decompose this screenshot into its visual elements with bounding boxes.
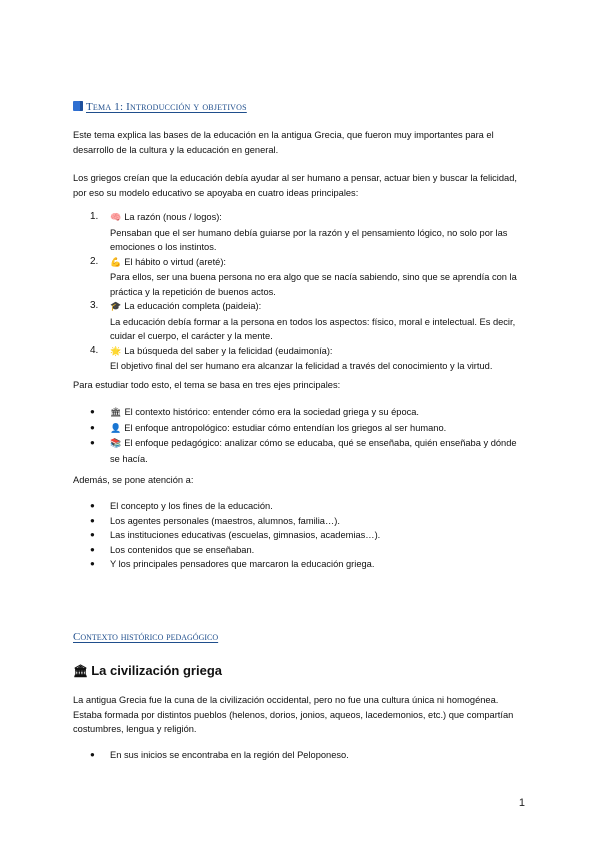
idea-description: La educación debía formar a la persona en todos los aspectos: físico, moral e intelectual. Es decir, cuidar el cuerpo, el carácter y la mente. [110,316,516,341]
ideas-list [90,210,520,374]
bullet-icon: ● [90,544,95,554]
section-heading-text: Tema 1: Introducción y objetivos [86,101,247,113]
brain-icon: 🧠 [110,213,122,223]
book-icon [73,101,83,111]
list-item [90,255,520,300]
list-item [90,543,520,558]
page-number: 1 [518,797,525,809]
idea-title: La búsqueda del saber y la felicidad (eudaimonía): [124,345,333,356]
list-item [90,528,520,543]
list-item [90,748,520,763]
intro-paragraph: Este tema explica las bases de la educación en la antigua Grecia, que fueron muy importantes para el desarrollo de la cultura y la educación en general. [73,130,494,155]
ideas-intro-paragraph: Los griegos creían que la educación debía ayudar al ser humano a pensar, actuar bien y buscar la felicidad, por eso su modelo educativo se apoyaba en cuatro ideas principales: [73,173,517,198]
list-item [90,421,520,437]
axis-text: El enfoque pedagógico: analizar cómo se educaba, qué se enseñaba, quién enseñaba y dónde se hacía. [110,438,517,464]
axis-text: El contexto histórico: entender cómo era la sociedad griega y su época. [124,407,420,417]
bullet-icon: ● [90,407,95,416]
attention-intro-paragraph: Además, se pone atención a: [73,475,194,485]
idea-title: La razón (nous / logos): [124,212,222,222]
list-number: 4. [90,344,99,356]
list-item [90,405,520,421]
bullet-icon: ● [90,501,95,510]
bullet-icon: ● [90,559,95,568]
idea-title: El hábito o virtud (areté): [124,256,227,267]
person-icon: 👤 [110,423,122,434]
classical-building-icon: 🏛 [73,664,89,678]
civilization-paragraph: La antigua Grecia fue la cuna de la civilización occidental, pero no fue una cultura única ni homogénea. Estaba formada por distintos pueblos (helenos, dorios, jonios, aqueos, lacedemonios, etc.) que compartían costumbres, lengua y religión. [73,695,514,734]
bullet-icon: ● [90,422,95,432]
axes-list [90,405,520,466]
list-item [90,436,520,466]
list-number: 2. [90,255,99,267]
attention-text: Los agentes personales (maestros, alumnos, familia…). [110,515,340,526]
list-number: 3. [90,300,99,311]
subsection-heading [73,663,222,678]
attention-text: Los contenidos que se enseñaban. [110,544,255,555]
list-item [90,344,520,374]
bullet-icon: ● [90,438,95,447]
idea-description: Para ellos, ser una buena persona no era algo que se nacía sabiendo, sino que se aprendía con la práctica y la repetición de buenos actos. [110,272,517,297]
idea-description: El objetivo final del ser humano era alcanzar la felicidad a través del conocimiento y la virtud. [110,361,493,371]
flexed-arm-icon: 💪 [110,257,122,268]
idea-description: Pensaban que el ser humano debía guiarse por la razón y el pensamiento lógico, no solo por las emociones o los instintos. [110,227,508,252]
bullet-icon: ● [90,515,95,525]
section-heading-contexto: Contexto histórico pedagógico [73,631,219,643]
section-heading-tema-1 [73,101,247,113]
list-item [90,210,520,255]
bullet-icon: ● [90,750,95,759]
axis-text: El enfoque antropológico: estudiar cómo entendían los griegos al ser humano. [124,422,447,433]
star-icon: 🌟 [110,346,122,357]
graduation-cap-icon: 🎓 [110,302,122,312]
list-item [90,514,520,529]
attention-text: El concepto y los fines de la educación. [110,501,273,511]
civilization-list [90,748,520,763]
list-number: 1. [90,211,99,222]
attention-text: Las instituciones educativas (escuelas, gimnasios, academias…). [110,530,381,540]
subsection-heading-text: La civilización griega [91,663,223,678]
bullet-icon: ● [90,530,95,539]
attention-text: Y los principales pensadores que marcaron la educación griega. [110,559,375,569]
list-item [90,299,520,344]
idea-title: La educación completa (paideia): [124,301,262,311]
list-item [90,499,520,514]
axes-intro-paragraph: Para estudiar todo esto, el tema se basa en tres ejes principales: [73,380,341,390]
list-item [90,557,520,572]
civilization-text: En sus inicios se encontraba en la región del Peloponeso. [110,750,349,760]
books-icon: 📚 [110,439,122,449]
attention-list [90,499,520,572]
classical-building-icon: 🏛 [110,408,122,418]
